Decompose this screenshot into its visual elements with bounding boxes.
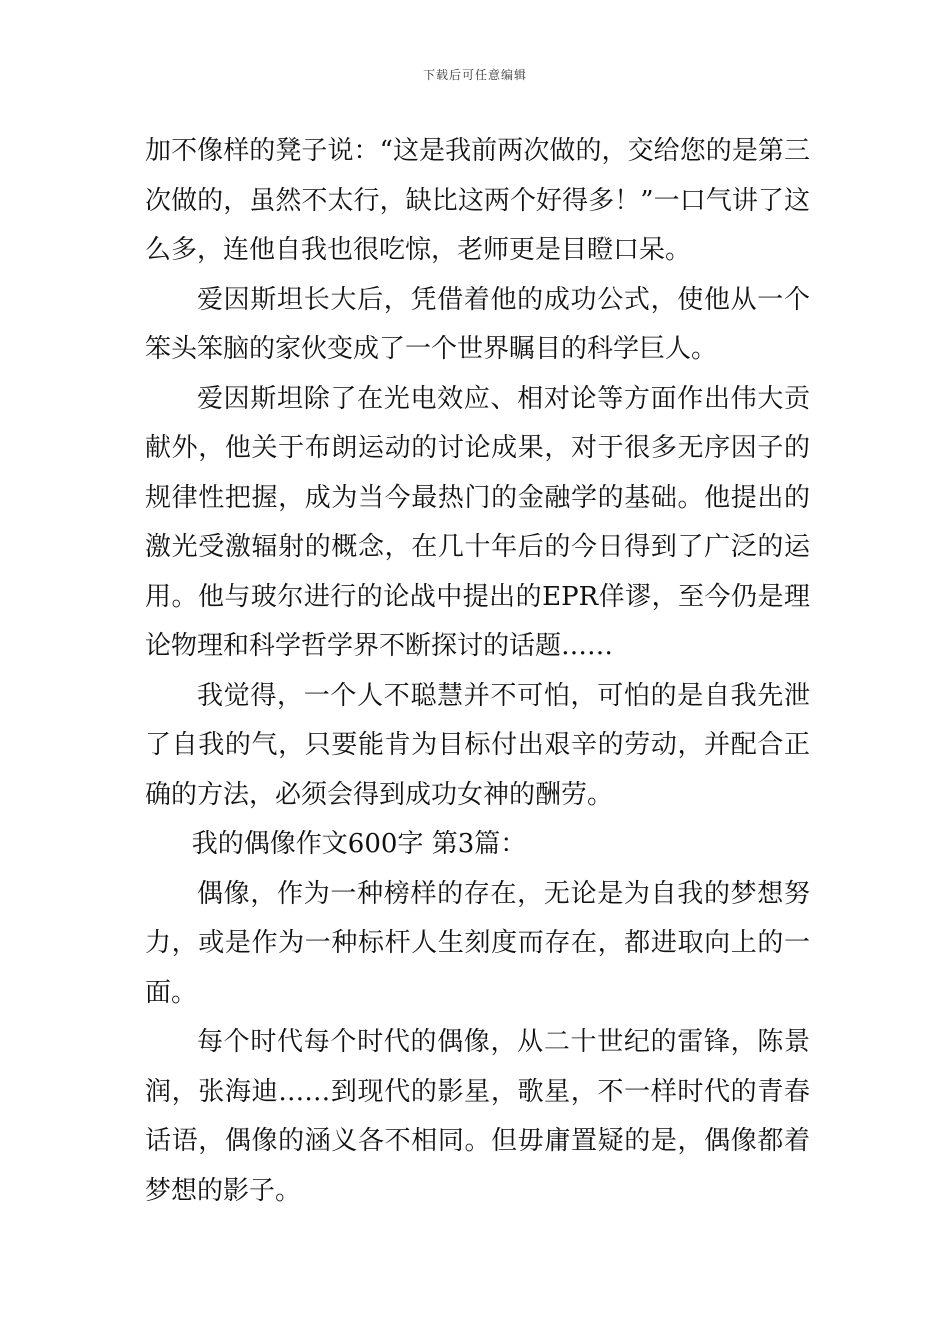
document-body bbox=[145, 127, 810, 1216]
paragraph-idol-definition: 偶像，作为一种榜样的存在，无论是为自我的梦想努力，或是作为一种标杆人生刻度而存在，都进取向上的一面。 bbox=[145, 878, 810, 1008]
paragraph-chair-story: 加不像样的凳子说：“这是我前两次做的，交给您的是第三次做的，虽然不太行，缺比这两个好得多！”一口气讲了这么多，连他自我也很吃惊，老师更是目瞪口呆。 bbox=[145, 136, 810, 265]
paragraph-idols-through-eras: 每个时代每个时代的偶像，从二十世纪的雷锋，陈景润，张海迪……到现代的影星，歌星，不一样时代的青春话语，偶像的涵义各不相同。但毋庸置疑的是，偶像都着梦想的影子。 bbox=[145, 1027, 810, 1206]
paragraph-einstein-grown: 爱因斯坦长大后，凭借着他的成功公式，使他从一个笨头笨脑的家伙变成了一个世界瞩目的科学巨人。 bbox=[145, 284, 810, 364]
paragraph-reflection: 我觉得，一个人不聪慧并不可怕，可怕的是自我先泄了自我的气，只要能肯为目标付出艰辛的劳动，并配合正确的方法，必须会得到成功女神的酬劳。 bbox=[145, 680, 810, 810]
section-heading-essay-3: 我的偶像作文600字 第3篇： bbox=[191, 829, 527, 859]
paragraph-einstein-contributions: 爱因斯坦除了在光电效应、相对论等方面作出伟大贡献外，他关于布朗运动的讨论成果，对于很多无序因子的规律性把握，成为当今最热门的金融学的基础。他提出的激光受激辐射的概念，在几十年后的今日得到了广泛的运用。他与玻尔进行的论战中提出的EPR佯谬，至今仍是理论物理和科学哲学界不断探讨的话题…… bbox=[145, 383, 810, 661]
page-header-note: 下载后可任意编辑 bbox=[422, 68, 527, 82]
